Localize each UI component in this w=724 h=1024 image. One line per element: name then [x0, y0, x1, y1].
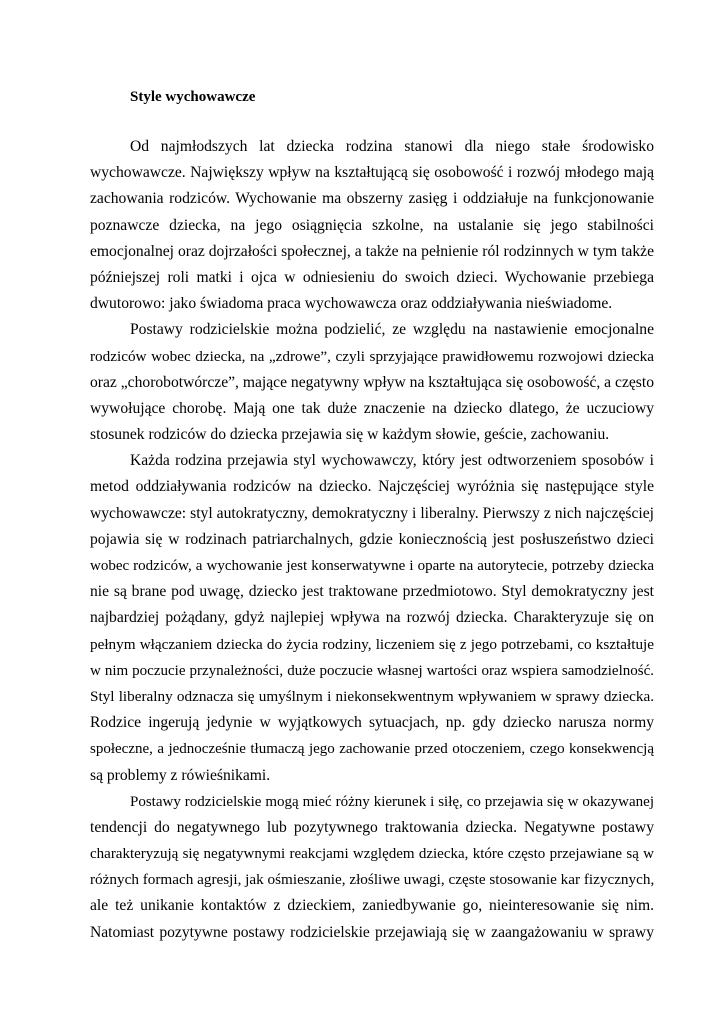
text-line: charakteryzują się negatywnymi reakcjami względem dziecka, które często przejawiane są w — [90, 846, 654, 863]
text-line: wobec rodziców, a wychowanie jest konserwatywne i oparte na autorytecie, potrzeby dziecka — [90, 558, 654, 574]
text-line: pojawia się w rodzinach patriarchalnych, gdzie koniecznością jest posłuszeństwo dzieci — [90, 530, 654, 548]
text-line: zachowania rodziców. Wychowanie ma obszerny zasięg i oddziałuje na funkcjonowanie — [90, 190, 654, 208]
text-line: w nim poczucie przynależności, duże poczucie własnej wartości oraz wspiera samodzielność. — [90, 662, 654, 679]
text-line: ale też unikanie kontaktów z dzieckiem, zaniedbywanie go, nieinteresowanie się nim. — [90, 897, 654, 915]
text-line: późniejszej roli matki i ojca w odniesieniu do swoich dzieci. Wychowanie przebiega — [90, 268, 654, 286]
text-line: wywołujące chorobę. Mają one tak duże znaczenie na dziecko dlatego, że uczuciowy — [90, 399, 654, 417]
text-line: Natomiast pozytywne postawy rodzicielskie przejawiają się w zaangażowaniu w sprawy — [90, 923, 654, 941]
text-line: poznawcze dziecka, na jego osiągnięcia szkolne, na ustalanie się jego stabilności — [90, 216, 654, 234]
text-line: Od najmłodszych lat dziecka rodzina stanowi dla niego stałe środowisko — [130, 138, 654, 155]
text-line: Rodzice ingerują jedynie w wyjątkowych sytuacjach, np. gdy dziecko narusza normy — [90, 714, 654, 732]
text-line: Postawy rodzicielskie mogą mieć różny kierunek i siłę, co przejawia się w okazywanej — [130, 793, 654, 810]
text-line: dwutorowo: jako świadoma praca wychowawcza oraz oddziaływania nieświadome. — [90, 295, 613, 313]
document-body — [90, 134, 654, 946]
text-line: są problemy z rówieśnikami. — [90, 766, 271, 784]
text-line: Styl liberalny odznacza się umyślnym i niekonsekwentnym wpływaniem w sprawy dziecka. — [90, 687, 654, 705]
text-line: metod oddziaływania rodziców na dziecko. Najczęściej wyróżnia się następujące style — [90, 478, 654, 496]
text-line: wychowawcze. Największy wpływ na kształtującą się osobowość i rozwój młodego mają — [90, 164, 654, 182]
document-heading: Style wychowawcze — [130, 89, 256, 105]
text-line: tendencji do negatywnego lub pozytywnego traktowania dziecka. Negatywne postawy — [90, 818, 654, 836]
text-line: rodziców wobec dziecka, na „zdrowe”, czyli sprzyjające prawidłowemu rozwojowi dziecka — [90, 347, 654, 365]
text-line: stosunek rodziców do dziecka przejawia się w każdym słowie, geście, zachowaniu. — [90, 426, 610, 444]
text-line: Każda rodzina przejawia styl wychowawczy, który jest odtworzeniem sposobów i — [130, 452, 654, 470]
text-line: emocjonalnej oraz dojrzałości społecznej, a także na pełnienie ról rodzinnych w tym także — [90, 242, 654, 260]
text-line: Postawy rodzicielskie można podzielić, ze względu na nastawienie emocjonalne — [130, 321, 654, 339]
text-line: najbardziej pożądany, gdyż najlepiej wpływa na rozwój dziecka. Charakteryzuje się on — [90, 609, 654, 627]
text-line: pełnym włączaniem dziecka do życia rodziny, liczeniem się z jego potrzebami, co kształtuje — [90, 635, 654, 653]
text-line: różnych formach agresji, jak ośmieszanie, złośliwe uwagi, częste stosowanie kar fizycznych, — [90, 871, 654, 889]
text-line: wychowawcze: styl autokratyczny, demokratyczny i liberalny. Pierwszy z nich najczęściej — [90, 504, 654, 522]
text-line: oraz „chorobotwórcze”, mające negatywny wpływ na kształtująca się osobowość, a często — [90, 373, 654, 391]
text-line: społeczne, a jednocześnie tłumaczą jego zachowanie przed otoczeniem, czego konsekwencją — [90, 741, 654, 758]
text-line: nie są brane pod uwagę, dziecko jest traktowane przedmiotowo. Styl demokratyczny jest — [90, 583, 654, 601]
